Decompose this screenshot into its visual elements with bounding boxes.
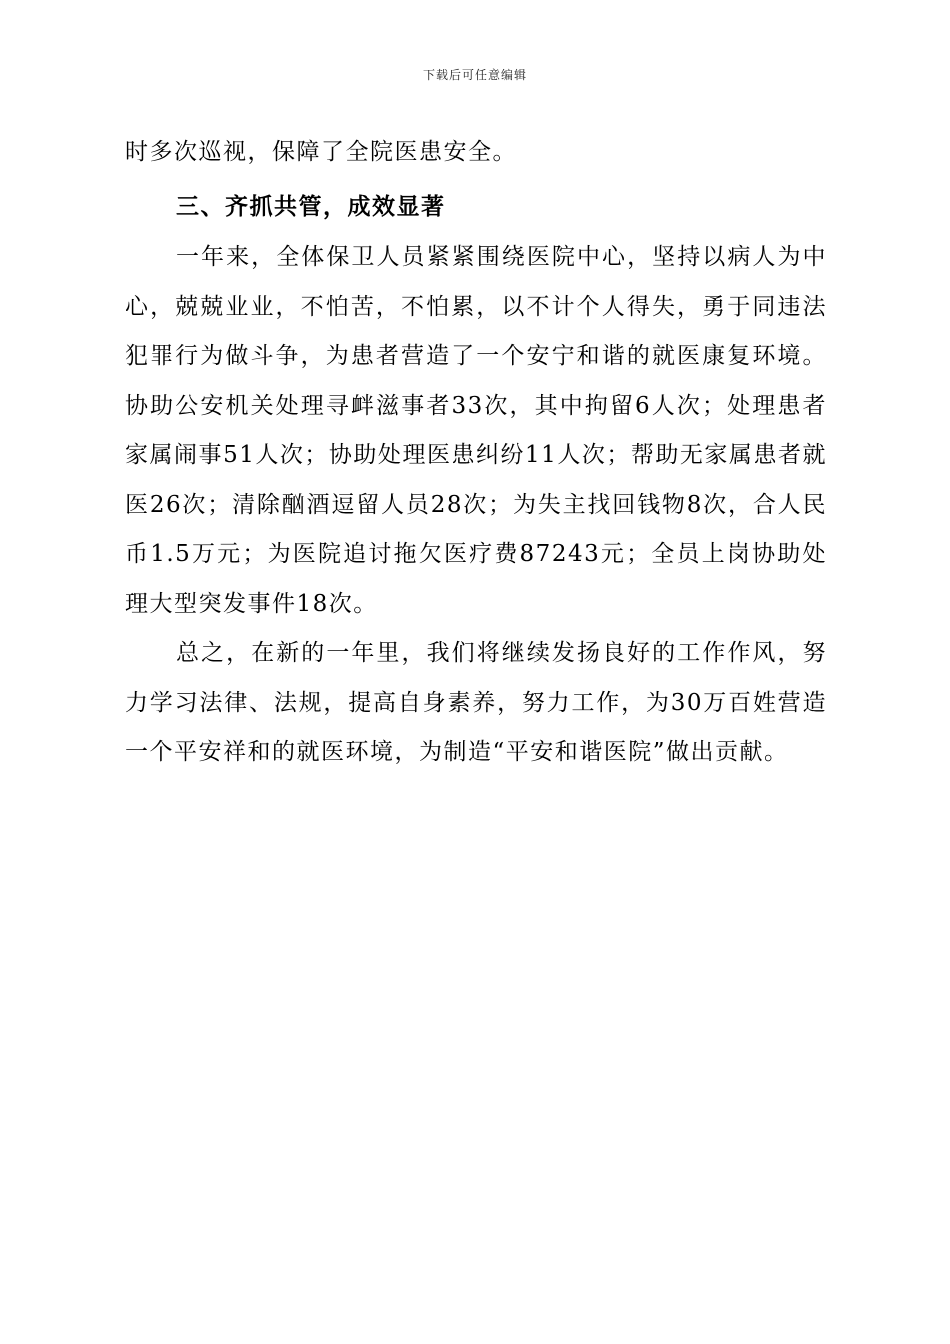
header-note: 下载后可任意编辑 (422, 68, 527, 82)
document-body (125, 128, 827, 778)
section-heading: 三、齐抓共管，成效显著 (176, 192, 446, 220)
paragraph-results: 一年来，全体保卫人员紧紧围绕医院中心，坚持以病人为中心，兢兢业业，不怕苦，不怕累，以不计个人得失，勇于同违法犯罪行为做斗争，为患者营造了一个安宁和谐的就医康复环境。协助公安机关处理寻衅滋事者33次，其中拘留6人次；处理患者家属闹事51人次；协助处理医患纠纷11人次；帮助无家属患者就医26次；清除酗酒逗留人员28次；为失主找回钱物8次，合人民币1.5万元；为医院追讨拖欠医疗费87243元；全员上岗协助处理大型突发事件18次。 (125, 244, 827, 617)
paragraph-conclusion: 总之，在新的一年里，我们将继续发扬良好的工作作风，努力学习法律、法规，提高自身素养，努力工作，为30万百姓营造一个平安祥和的就医环境，为制造“平安和谐医院”做出贡献。 (125, 640, 827, 765)
paragraph-continuation: 时多次巡视，保障了全院医患安全。 (125, 139, 517, 165)
